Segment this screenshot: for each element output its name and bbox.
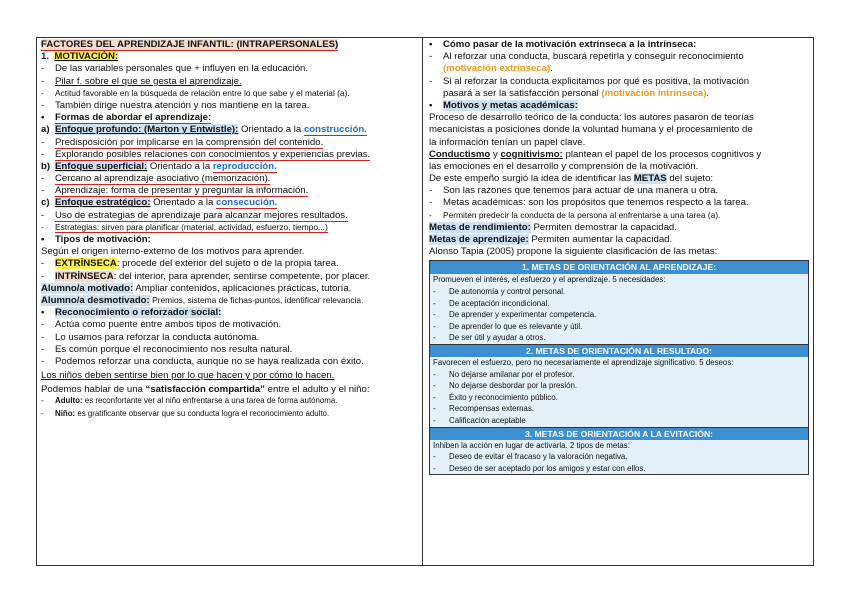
section-1-title: MOTIVACIÓN:: [54, 51, 119, 63]
enfoque-b: b) Enfoque superficial: Orientado a la reproducción.: [41, 160, 277, 172]
metas-aprendizaje-header: 1. METAS DE ORIENTACIÓN AL APRENDIZAJE:: [430, 261, 808, 274]
tipos-intro: Según el origen interno-externo de los motivos para aprender.: [41, 246, 305, 258]
extrinseca-item: - EXTRÍNSECA: procede del exterior del sujeto o de la propia tarea.: [41, 258, 339, 270]
box-intro: Inhiben la acción en lugar de activarla. 2 tipos de metas:: [433, 440, 630, 450]
metas-table: [429, 260, 809, 475]
ninos-statement: Los niños deben sentirse bien por lo que hacen y por cómo lo hacen.: [41, 370, 335, 382]
paragraph-line: Proceso de desarrollo teórico de la conducta: los autores pasaron de teorías: [429, 112, 754, 124]
list-item: - Explorando posibles relaciones con conocimientos y experiencias previas.: [41, 148, 371, 160]
list-item: - De las variables personales que + influyen en la educación.: [41, 63, 309, 75]
reconocimiento-heading: • Reconocimiento o reforzador social:: [41, 307, 222, 319]
box-item: - De aprender lo que es relevante y útil.: [433, 321, 583, 331]
enfoque-c: c) Enfoque estratégico: Orientado a la consecución.: [41, 197, 278, 209]
right-column: [424, 38, 813, 565]
formas-heading: • Formas de abordar el aprendizaje:: [41, 112, 212, 124]
list-item: - Al reforzar una conducta, buscará repetirla y conseguir reconocimiento: [429, 51, 744, 63]
list-item: - Pilar f. sobre el que se gesta el aprendizaje.: [41, 75, 242, 87]
box-item: - De autonomía y control personal.: [433, 286, 566, 296]
intrinseca-item: - INTRÍNSECA: del interior, para aprender, sentirse competente, por placer.: [41, 270, 371, 282]
list-item: - Actitud favorable en la búsqueda de relación entre lo que sabe y el material (a).: [41, 87, 350, 98]
list-item: - Es común porque el reconocimiento nos resulta natural.: [41, 343, 293, 355]
extrinseca-intrinseca-heading: • Cómo pasar de la motivación extrínseca a la intrínseca:: [429, 39, 697, 50]
box-item: - Deseo de evitar el fracaso y la valoración negativa.: [433, 452, 628, 462]
alumno-motivado: Alumno/a motivado: Ampliar contenidos, aplicaciones prácticas, tutoría.: [41, 282, 352, 294]
list-item: - Predisposición por implicarse en la comprensión del contenido.: [41, 136, 324, 148]
motivos-heading: • Motivos y metas académicas:: [429, 99, 578, 111]
metas-aprendizaje: Metas de aprendizaje: Permiten aumentar la capacidad.: [429, 234, 673, 245]
list-item: - Cercano al aprendizaje asociativo (memorización).: [41, 173, 271, 185]
metas-rendimiento: Metas de rendimiento: Permiten demostrar la capacidad.: [429, 221, 677, 233]
list-item: - Aprendizaje: forma de presentar y preguntar la información.: [41, 185, 309, 197]
list-item: - Podemos reforzar una conducta, aunque no se haya realizada con éxito.: [41, 355, 364, 367]
list-item: - Son las razones que tenemos para actuar de una manera u otra.: [429, 185, 719, 197]
box-intro: Promueven el interés, el esfuerzo y el aprendizaje. 5 necesidades:: [433, 275, 666, 285]
paragraph-line: las emociones en el desarrollo y comprensión de la motivación.: [429, 160, 699, 172]
box-item: - No dejarse desbordar por la presión.: [433, 381, 578, 391]
box-item: - Deseo de ser aceptado por los amigos y estar con ellos.: [433, 463, 646, 473]
box-item: - De aprender y experimentar competencia.: [433, 310, 597, 320]
list-item: - Si al reforzar la conducta explicitamos por qué es positiva, la motivación: [429, 75, 750, 87]
box-item: - Calificación aceptable: [433, 415, 526, 425]
list-item: - También dirige nuestra atención y nos mantiene en la tarea.: [41, 99, 310, 111]
enfoque-a: a) Enfoque profundo: (Marton y Entwistle): Orientado a la construcción.: [41, 124, 367, 136]
list-item: - Estrategias: sirven para planificar (material, actividad, esfuerzo, tiempo...): [41, 221, 328, 232]
box-item: - No dejarse amilanar por el profesor.: [433, 369, 575, 379]
list-item: - Metas académicas: son los propósitos que tenemos respecto a la tarea.: [429, 197, 749, 209]
box-intro: Favorecen el esfuerzo, pero no necesariamente el aprendizaje significativo. 5 deseos:: [433, 357, 734, 367]
alonso-line: Alonso Tapia (2005) propone la siguiente clasificación de las metas:: [429, 246, 718, 258]
adulto-item: - Adulto: es reconfortante ver al niño enfrentarse a una tarea de forma autónoma.: [41, 396, 338, 406]
metas-evitacion-header: 3. METAS DE ORIENTACIÓN A LA EVITACIÓN:: [430, 427, 808, 440]
left-column: [37, 38, 423, 565]
metas-resultado-header: 2. METAS DE ORIENTACIÓN AL RESULTADO:: [430, 344, 808, 357]
document-sheet: [36, 37, 814, 566]
nino-item: - Niño: es gratificante observar que su conducta logra el reconocimiento adulto.: [41, 408, 330, 418]
list-item: - Uso de estrategias de aprendizaje para alcanzar mejores resultados.: [41, 209, 348, 221]
alumno-desmotivado: Alumno/a desmotivado: Premios, sistema de fichas-puntos, identificar relevancia.: [41, 294, 364, 306]
box-item: - De ser útil y ayudar a otros.: [433, 333, 546, 343]
list-item: - Permiten predecir la conducta de la persona al enfrentarse a una tarea (a).: [429, 209, 721, 220]
metas-intro: De este empeño surgió la idea de identificar las METAS del sujeto:: [429, 173, 714, 185]
list-item: - Lo usamos para reforzar la conducta autónoma.: [41, 331, 260, 343]
box-item: - Recompensas externas.: [433, 404, 535, 414]
list-item: - Actúa como puente entre ambos tipos de motivación.: [41, 319, 282, 331]
list-item-cont: pasará a ser la satisfacción personal (motivación intrínseca).: [443, 87, 710, 99]
box-item: - De aceptación incondicional.: [433, 298, 550, 308]
list-item-cont: (motivación extrínseca).: [443, 63, 553, 75]
section-1-number: 1.: [41, 51, 50, 63]
conductismo-line: Conductismo y cognitivismo: plantean el papel de los procesos cognitivos y: [429, 148, 762, 160]
main-title: FACTORES DEL APRENDIZAJE INFANTIL: (INTRAPERSONALES): [41, 39, 339, 50]
paragraph-line: la información tenían un papel clave.: [429, 136, 586, 148]
paragraph-line: mecanicistas a posiciones donde la voluntad humana y el procesamiento de: [429, 124, 753, 136]
box-item: - Éxito y reconocimiento público.: [433, 392, 558, 402]
tipos-heading: • Tipos de motivación:: [41, 234, 151, 245]
satisfaccion-line: Podemos hablar de una “satisfacción compartida” entre el adulto y el niño:: [41, 384, 370, 396]
